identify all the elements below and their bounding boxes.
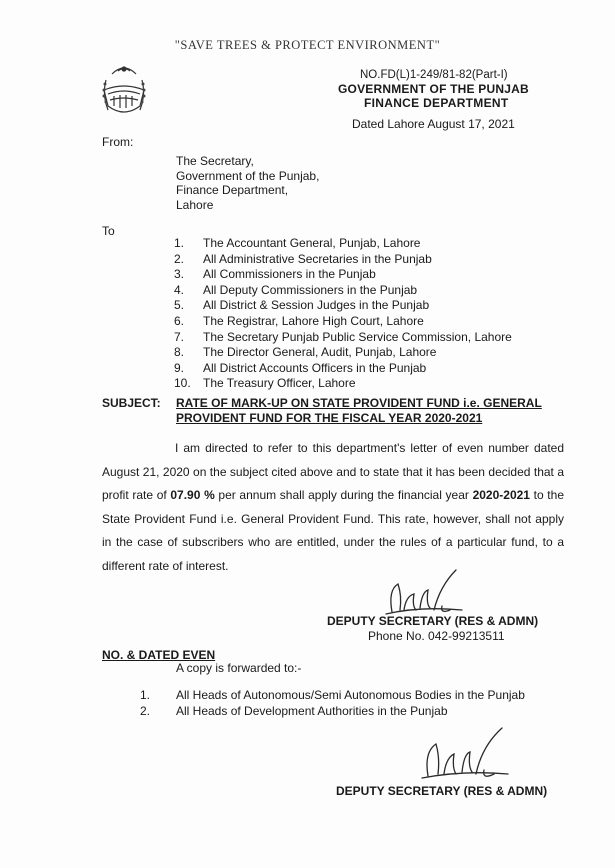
recipient-list	[174, 236, 512, 392]
from-label: From:	[102, 135, 134, 149]
sender-address	[176, 154, 376, 212]
motto: "SAVE TREES & PROTECT ENVIRONMENT"	[174, 38, 441, 52]
list-item: 10. The Treasury Officer, Lahore	[174, 376, 356, 391]
no-dated-even: NO. & DATED EVEN	[102, 648, 216, 662]
list-item: 7. The Secretary Punjab Public Service Commission, Lahore	[174, 329, 512, 344]
reference-number: NO.FD(L)1-249/81-82(Part-I)	[360, 69, 508, 81]
signatory-designation: DEPUTY SECRETARY (RES & ADMN)	[336, 784, 548, 798]
list-item: 9. All District Accounts Officers in the Punjab	[174, 360, 427, 375]
list-item: 2. All Heads of Development Authorities in the Punjab	[140, 703, 448, 718]
list-item: 2. All Administrative Secretaries in the Punjab	[174, 251, 432, 266]
department-heading: FINANCE DEPARTMENT	[364, 96, 509, 110]
sender-line: Finance Department,	[176, 183, 289, 197]
phone-number: Phone No. 042-99213511	[368, 629, 505, 643]
list-item: 1. All Heads of Autonomous/Semi Autonomous Bodies in the Punjab	[140, 688, 525, 702]
sender-line: The Secretary,	[176, 154, 254, 168]
list-item: 6. The Registrar, Lahore High Court, Lahore	[174, 313, 424, 328]
letter-date: Dated Lahore August 17, 2021	[352, 117, 515, 131]
sender-line: Government of the Punjab,	[176, 168, 320, 183]
copy-forwarded-line: A copy is forwarded to:-	[176, 661, 302, 675]
signature-icon	[408, 722, 528, 792]
list-item: 4. All Deputy Commissioners in the Punjab	[174, 282, 418, 297]
body-paragraph: I am directed to refer to this department's letter of even number dated August 21, 2020 on the subject cited above and to state that it has been decided that a profit rate of 07.90 % per annum shall apply during the financial year 2020-2021 to the State Provident Fund i.e. General Provident Fund. This rate, however, shall not apply in the case of subscribers who are entitled, under the rules of a particular fund, to a different rate of interest.	[102, 441, 564, 573]
sender-line: Lahore	[176, 197, 214, 212]
punjab-government-emblem-icon	[98, 60, 150, 122]
subject-text: RATE OF MARK-UP ON STATE PROVIDENT FUND i.e. GENERAL PROVIDENT FUND FOR THE FISCAL YEAR 2020-2021	[176, 396, 542, 425]
list-item: 8. The Director General, Audit, Punjab, Lahore	[174, 345, 437, 360]
list-item: 5. All District & Session Judges in the Punjab	[174, 298, 430, 313]
forwarded-list	[140, 688, 525, 719]
list-item: 1. The Accountant General, Punjab, Lahore	[174, 236, 421, 250]
profit-rate: 07.90 %	[170, 488, 215, 502]
to-label: To	[102, 224, 115, 238]
government-heading: GOVERNMENT OF THE PUNJAB	[338, 82, 529, 96]
list-item: 3. All Commissioners in the Punjab	[174, 267, 376, 282]
signatory-designation: DEPUTY SECRETARY (RES & ADMN)	[327, 614, 539, 628]
subject-label: SUBJECT:	[102, 396, 161, 410]
financial-year: 2020-2021	[472, 488, 530, 502]
